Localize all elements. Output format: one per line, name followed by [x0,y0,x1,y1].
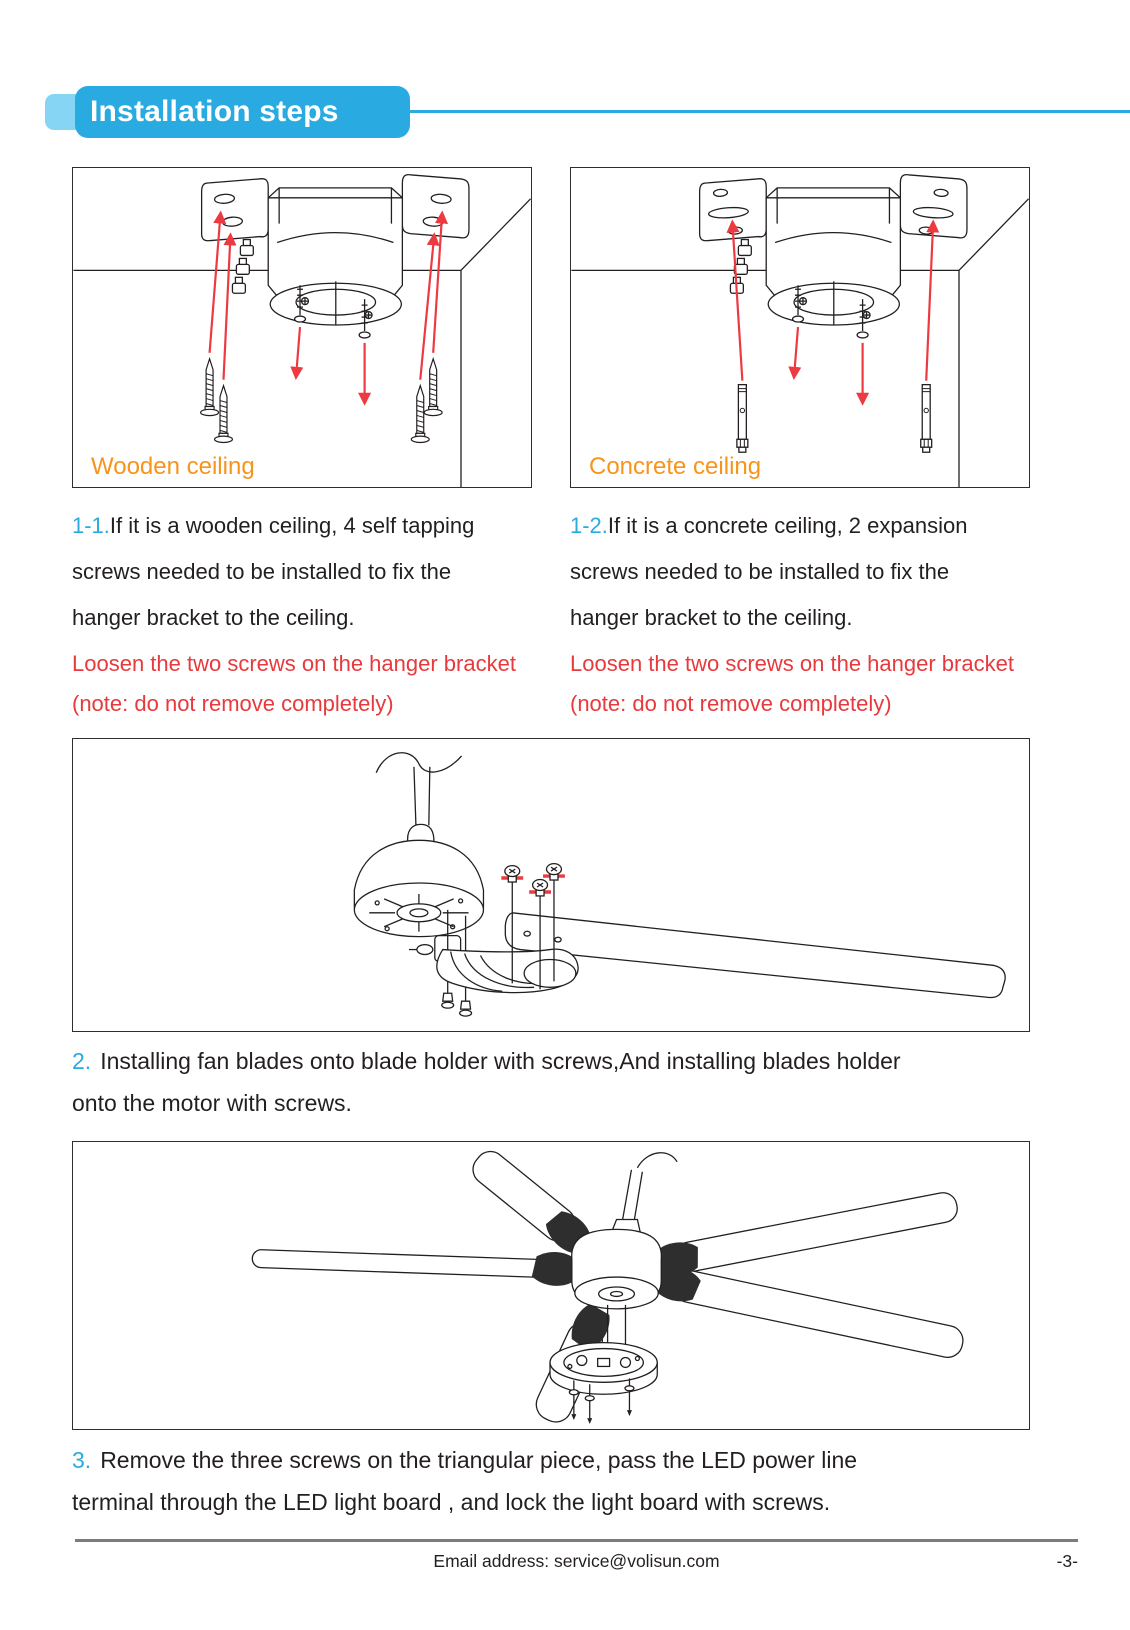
step-number-3: 3. [72,1447,92,1473]
footer-page-number: -3- [1056,1551,1078,1571]
blade-assembly-figure [72,738,1030,1032]
step-1-2-note1: Loosen the two screws on the hanger bracket [570,651,1014,676]
step-1-2-line2: screws needed to be installed to fix the [570,559,950,584]
step-number-1-2: 1-2. [570,513,608,538]
led-screw-2 [585,1396,594,1424]
step-1-2-note2: (note: do not remove completely) [570,691,892,716]
step-2-text [72,1048,1032,1132]
step-3-text [72,1447,1032,1531]
step-1-1-line2: screws needed to be installed to fix the [72,559,452,584]
step-2-line2: onto the motor with screws. [72,1090,352,1116]
fan-led-diagram [73,1142,1029,1429]
step-1-1-note2: (note: do not remove completely) [72,691,394,716]
step-1-2-line1: If it is a concrete ceiling, 2 expansion [607,513,968,538]
step-1-1-text [72,513,552,731]
wooden-ceiling-figure [72,167,532,488]
step-2-line1: Installing fan blades onto blade holder with screws,And installing blades holder [100,1048,901,1074]
footer-rule [75,1539,1078,1542]
fan-led-figure [72,1141,1030,1430]
step-3-line2: terminal through the LED light board , and lock the light board with screws. [72,1489,831,1515]
step-1-1-note1: Loosen the two screws on the hanger bracket [72,651,516,676]
led-screw-3 [625,1386,634,1416]
figure-caption-wooden: Wooden ceiling [91,453,255,480]
step-number-1-1: 1-1. [72,513,110,538]
step-number-2: 2. [72,1048,92,1074]
concrete-ceiling-figure [570,167,1030,488]
blade-assembly-diagram [73,739,1029,1031]
page-title: Installation steps [75,86,410,138]
footer-email: Email address: service@volisun.com [433,1551,720,1571]
step-1-2-text [570,513,1050,731]
figure-caption-concrete: Concrete ceiling [589,453,762,480]
header-rule [405,110,1130,113]
step-3-line1: Remove the three screws on the triangular piece, pass the LED power line [100,1447,858,1473]
step-1-1-line1: If it is a wooden ceiling, 4 self tapping [109,513,475,538]
step-1-1-line3: hanger bracket to the ceiling. [72,605,355,630]
hanger-bracket-concrete-diagram [571,168,1029,487]
hanger-bracket-wooden-diagram [73,168,531,487]
step-1-2-line3: hanger bracket to the ceiling. [570,605,853,630]
